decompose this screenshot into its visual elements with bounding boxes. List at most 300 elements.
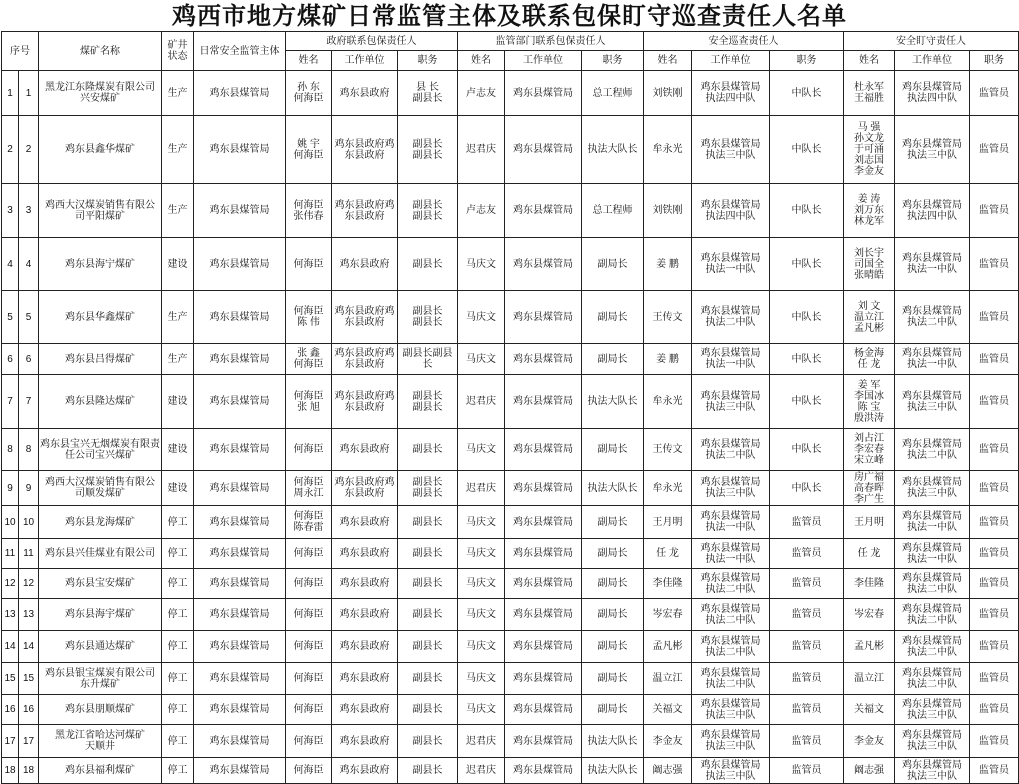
dept-name-cell: 马庆文 [458, 344, 505, 375]
patrol-position-cell: 监管员 [770, 631, 844, 663]
watch-position-cell: 监管员 [970, 758, 1019, 784]
gov-position-cell: 副县长 [398, 238, 458, 291]
patrol-name-cell: 刘铁刚 [644, 184, 692, 238]
gov-name-cell: 何海臣 [286, 631, 332, 663]
document-title: 鸡西市地方煤矿日常监管主体及联系包保盯守巡查责任人名单 [172, 1, 847, 30]
supervisor-cell: 鸡东县煤管局 [194, 663, 286, 695]
gov-name-cell: 何海臣 [286, 663, 332, 695]
watch-position-cell: 监管员 [970, 506, 1019, 539]
row-number-cell: 6 [2, 344, 19, 375]
watch-position-cell: 监管员 [970, 71, 1019, 116]
table-row [2, 569, 1019, 599]
patrol-unit-cell: 鸡东县煤管局 执法三中队 [692, 375, 770, 429]
supervisor-cell: 鸡东县煤管局 [194, 471, 286, 506]
patrol-unit-cell: 鸡东县煤管局 执法四中队 [692, 184, 770, 238]
serial-cell: 4 [19, 238, 39, 291]
mine-status-cell: 生产 [162, 116, 194, 184]
watch-unit-cell: 鸡东县煤管局 执法二中队 [895, 631, 970, 663]
watch-name-cell: 阚志强 [844, 758, 895, 784]
supervisor-cell: 鸡东县煤管局 [194, 599, 286, 631]
gov-position-cell: 副县长 [398, 539, 458, 569]
dept-unit-cell: 鸡东县煤管局 [505, 471, 582, 506]
watch-position-cell: 监管员 [970, 725, 1019, 758]
gov-name-cell: 张 鑫 何海臣 [286, 344, 332, 375]
watch-unit-cell: 鸡东县煤管局 执法二中队 [895, 291, 970, 344]
watch-unit-cell: 鸡东县煤管局 执法三中队 [895, 471, 970, 506]
dept-unit-cell: 鸡东县煤管局 [505, 631, 582, 663]
mine-status-cell: 停工 [162, 695, 194, 725]
dept-unit-cell: 鸡东县煤管局 [505, 344, 582, 375]
mine-status-cell: 停工 [162, 758, 194, 784]
gov-unit-cell: 鸡东县政府 [332, 539, 398, 569]
dept-name-cell: 马庆文 [458, 631, 505, 663]
supervisor-cell: 鸡东县煤管局 [194, 758, 286, 784]
mine-status-cell: 生产 [162, 184, 194, 238]
serial-cell: 14 [19, 631, 39, 663]
patrol-name-cell: 姜 鹏 [644, 238, 692, 291]
subheader-dept-name: 姓名 [458, 51, 505, 71]
watch-name-cell: 李佳隆 [844, 569, 895, 599]
watch-unit-cell: 鸡东县煤管局 执法三中队 [895, 375, 970, 429]
patrol-unit-cell: 鸡东县煤管局 执法一中队 [692, 539, 770, 569]
dept-name-cell: 马庆文 [458, 291, 505, 344]
gov-unit-cell: 鸡东县政府 [332, 569, 398, 599]
gov-name-cell: 何海臣 [286, 599, 332, 631]
patrol-unit-cell: 鸡东县煤管局 执法三中队 [692, 471, 770, 506]
row-number-cell: 16 [2, 695, 19, 725]
mine-name-cell: 黑龙江省哈达河煤矿 天顺井 [39, 725, 162, 758]
mine-name-cell: 鸡东县银宝煤炭有限公司 东升煤矿 [39, 663, 162, 695]
watch-position-cell: 监管员 [970, 663, 1019, 695]
serial-cell: 17 [19, 725, 39, 758]
supervisor-cell: 鸡东县煤管局 [194, 71, 286, 116]
dept-name-cell: 马庆文 [458, 599, 505, 631]
gov-position-cell: 副县长副县 长 [398, 344, 458, 375]
supervisor-cell: 鸡东县煤管局 [194, 291, 286, 344]
dept-position-cell: 总工程师 [582, 71, 644, 116]
watch-position-cell: 监管员 [970, 695, 1019, 725]
table-row [2, 116, 1019, 184]
gov-unit-cell: 鸡东县政府 [332, 758, 398, 784]
table-row [2, 599, 1019, 631]
header-serial: 序号 [2, 32, 39, 71]
dept-position-cell: 副局长 [582, 599, 644, 631]
patrol-unit-cell: 鸡东县煤管局 执法二中队 [692, 429, 770, 471]
gov-unit-cell: 鸡东县政府 [332, 631, 398, 663]
row-number-cell: 18 [2, 758, 19, 784]
watch-name-cell: 杜永军 王福胜 [844, 71, 895, 116]
dept-name-cell: 马庆文 [458, 429, 505, 471]
subheader-patrol-position: 职务 [770, 51, 844, 71]
watch-position-cell: 监管员 [970, 375, 1019, 429]
row-number-cell: 2 [2, 116, 19, 184]
dept-unit-cell: 鸡东县煤管局 [505, 429, 582, 471]
serial-cell: 5 [19, 291, 39, 344]
watch-name-cell: 姜 涛 刘万东 林龙军 [844, 184, 895, 238]
header-group-dept: 监管部门联系包保责任人 [458, 32, 644, 51]
gov-position-cell: 副县长 [398, 663, 458, 695]
watch-position-cell: 监管员 [970, 599, 1019, 631]
dept-name-cell: 卢志友 [458, 184, 505, 238]
dept-name-cell: 迟君庆 [458, 116, 505, 184]
row-number-cell: 3 [2, 184, 19, 238]
watch-name-cell: 李金友 [844, 725, 895, 758]
table-row [2, 539, 1019, 569]
supervisor-cell: 鸡东县煤管局 [194, 184, 286, 238]
row-number-cell: 12 [2, 569, 19, 599]
dept-name-cell: 迟君庆 [458, 725, 505, 758]
gov-position-cell: 副县长 [398, 631, 458, 663]
header-mine-status: 矿井 状态 [162, 32, 194, 71]
table-row [2, 375, 1019, 429]
gov-name-cell: 何海臣 陈 伟 [286, 291, 332, 344]
gov-unit-cell: 鸡东县政府 [332, 663, 398, 695]
mine-name-cell: 鸡西大汉煤炭销售有限公 司平阳煤矿 [39, 184, 162, 238]
mine-status-cell: 建设 [162, 471, 194, 506]
subheader-watch-unit: 工作单位 [895, 51, 970, 71]
watch-name-cell: 杨金海 任 龙 [844, 344, 895, 375]
patrol-name-cell: 王月明 [644, 506, 692, 539]
serial-cell: 15 [19, 663, 39, 695]
patrol-position-cell: 中队长 [770, 429, 844, 471]
patrol-position-cell: 中队长 [770, 184, 844, 238]
patrol-position-cell: 监管员 [770, 725, 844, 758]
dept-unit-cell: 鸡东县煤管局 [505, 695, 582, 725]
mine-status-cell: 生产 [162, 344, 194, 375]
patrol-position-cell: 监管员 [770, 758, 844, 784]
gov-unit-cell: 鸡东县政府 [332, 238, 398, 291]
dept-position-cell: 副局长 [582, 429, 644, 471]
gov-position-cell: 副县长 [398, 599, 458, 631]
supervisor-cell: 鸡东县煤管局 [194, 116, 286, 184]
table-row [2, 184, 1019, 238]
mine-name-cell: 鸡东县龙海煤矿 [39, 506, 162, 539]
watch-unit-cell: 鸡东县煤管局 执法三中队 [895, 725, 970, 758]
mine-name-cell: 鸡东县华鑫煤矿 [39, 291, 162, 344]
table-row [2, 71, 1019, 116]
gov-unit-cell: 鸡东县政府 [332, 599, 398, 631]
dept-position-cell: 执法大队长 [582, 471, 644, 506]
row-number-cell: 9 [2, 471, 19, 506]
watch-unit-cell: 鸡东县煤管局 执法一中队 [895, 539, 970, 569]
gov-position-cell: 副县长 [398, 429, 458, 471]
header-row-groups [2, 32, 1019, 51]
mine-name-cell: 鸡东县宝兴无烟煤炭有限责 任公司宝兴煤矿 [39, 429, 162, 471]
dept-position-cell: 副局长 [582, 663, 644, 695]
dept-position-cell: 副局长 [582, 506, 644, 539]
serial-cell: 11 [19, 539, 39, 569]
row-number-cell: 15 [2, 663, 19, 695]
dept-name-cell: 马庆文 [458, 506, 505, 539]
watch-position-cell: 监管员 [970, 291, 1019, 344]
watch-position-cell: 监管员 [970, 238, 1019, 291]
serial-cell: 18 [19, 758, 39, 784]
dept-unit-cell: 鸡东县煤管局 [505, 116, 582, 184]
patrol-position-cell: 中队长 [770, 375, 844, 429]
dept-name-cell: 卢志友 [458, 71, 505, 116]
dept-unit-cell: 鸡东县煤管局 [505, 238, 582, 291]
table-row [2, 238, 1019, 291]
watch-unit-cell: 鸡东县煤管局 执法二中队 [895, 429, 970, 471]
gov-position-cell: 副县长 副县长 [398, 375, 458, 429]
watch-name-cell: 刘占江 李宏春 宋立峰 [844, 429, 895, 471]
row-number-cell: 7 [2, 375, 19, 429]
gov-name-cell: 何海臣 [286, 725, 332, 758]
patrol-name-cell: 王传文 [644, 429, 692, 471]
dept-unit-cell: 鸡东县煤管局 [505, 375, 582, 429]
dept-name-cell: 马庆文 [458, 238, 505, 291]
dept-position-cell: 副局长 [582, 539, 644, 569]
table-row [2, 344, 1019, 375]
supervisor-cell: 鸡东县煤管局 [194, 725, 286, 758]
patrol-position-cell: 中队长 [770, 344, 844, 375]
watch-unit-cell: 鸡东县煤管局 执法二中队 [895, 663, 970, 695]
dept-unit-cell: 鸡东县煤管局 [505, 71, 582, 116]
serial-cell: 7 [19, 375, 39, 429]
patrol-name-cell: 牟永光 [644, 116, 692, 184]
mine-status-cell: 停工 [162, 569, 194, 599]
dept-position-cell: 执法大队长 [582, 375, 644, 429]
patrol-name-cell: 岑宏春 [644, 599, 692, 631]
gov-position-cell: 副县长 [398, 695, 458, 725]
row-number-cell: 8 [2, 429, 19, 471]
dept-unit-cell: 鸡东县煤管局 [505, 663, 582, 695]
subheader-gov-unit: 工作单位 [332, 51, 398, 71]
table-row [2, 429, 1019, 471]
gov-name-cell: 何海臣 [286, 539, 332, 569]
watch-name-cell: 马 强 孙文龙 于可涌 刘志国 李金友 [844, 116, 895, 184]
gov-name-cell: 何海臣 [286, 758, 332, 784]
mine-name-cell: 鸡东县海宁煤矿 [39, 238, 162, 291]
gov-unit-cell: 鸡东县政府鸡 东县政府 [332, 291, 398, 344]
watch-position-cell: 监管员 [970, 116, 1019, 184]
gov-name-cell: 何海臣 [286, 569, 332, 599]
patrol-position-cell: 监管员 [770, 695, 844, 725]
serial-cell: 13 [19, 599, 39, 631]
patrol-name-cell: 姜 鹏 [644, 344, 692, 375]
mine-status-cell: 生产 [162, 71, 194, 116]
watch-name-cell: 刘长宇 司国全 张晴皓 [844, 238, 895, 291]
dept-name-cell: 马庆文 [458, 695, 505, 725]
mine-name-cell: 鸡东县吕得煤矿 [39, 344, 162, 375]
table-body [2, 71, 1019, 784]
patrol-position-cell: 中队长 [770, 471, 844, 506]
patrol-name-cell: 任 龙 [644, 539, 692, 569]
gov-name-cell: 何海臣 张 旭 [286, 375, 332, 429]
table-row [2, 725, 1019, 758]
serial-cell: 2 [19, 116, 39, 184]
dept-name-cell: 马庆文 [458, 569, 505, 599]
table-row [2, 695, 1019, 725]
dept-unit-cell: 鸡东县煤管局 [505, 725, 582, 758]
row-number-cell: 17 [2, 725, 19, 758]
supervisor-cell: 鸡东县煤管局 [194, 375, 286, 429]
watch-position-cell: 监管员 [970, 184, 1019, 238]
gov-position-cell: 副县长 [398, 506, 458, 539]
patrol-unit-cell: 鸡东县煤管局 执法三中队 [692, 758, 770, 784]
patrol-unit-cell: 鸡东县煤管局 执法四中队 [692, 71, 770, 116]
watch-unit-cell: 鸡东县煤管局 执法一中队 [895, 238, 970, 291]
gov-unit-cell: 鸡东县政府 [332, 506, 398, 539]
watch-name-cell: 温立江 [844, 663, 895, 695]
dept-unit-cell: 鸡东县煤管局 [505, 569, 582, 599]
gov-position-cell: 副县长 副县长 [398, 291, 458, 344]
mine-name-cell: 鸡东县鑫华煤矿 [39, 116, 162, 184]
watch-name-cell: 房广福 高春晖 李广生 [844, 471, 895, 506]
patrol-unit-cell: 鸡东县煤管局 执法二中队 [692, 291, 770, 344]
gov-unit-cell: 鸡东县政府 [332, 71, 398, 116]
gov-unit-cell: 鸡东县政府鸡 东县政府 [332, 375, 398, 429]
mine-status-cell: 建设 [162, 375, 194, 429]
dept-unit-cell: 鸡东县煤管局 [505, 539, 582, 569]
gov-position-cell: 副县长 副县长 [398, 184, 458, 238]
supervisor-cell: 鸡东县煤管局 [194, 539, 286, 569]
table-row [2, 631, 1019, 663]
row-number-cell: 4 [2, 238, 19, 291]
subheader-gov-position: 职务 [398, 51, 458, 71]
watch-unit-cell: 鸡东县煤管局 执法二中队 [895, 599, 970, 631]
dept-name-cell: 马庆文 [458, 539, 505, 569]
patrol-unit-cell: 鸡东县煤管局 执法二中队 [692, 599, 770, 631]
table-row [2, 758, 1019, 784]
dept-position-cell: 副局长 [582, 631, 644, 663]
patrol-unit-cell: 鸡东县煤管局 执法一中队 [692, 506, 770, 539]
row-number-cell: 10 [2, 506, 19, 539]
dept-position-cell: 执法大队长 [582, 758, 644, 784]
gov-position-cell: 县 长 副县长 [398, 71, 458, 116]
mine-status-cell: 停工 [162, 599, 194, 631]
dept-unit-cell: 鸡东县煤管局 [505, 599, 582, 631]
header-group-watch: 安全盯守责任人 [844, 32, 1019, 51]
gov-unit-cell: 鸡东县政府 [332, 725, 398, 758]
patrol-unit-cell: 鸡东县煤管局 执法二中队 [692, 569, 770, 599]
patrol-name-cell: 阚志强 [644, 758, 692, 784]
gov-name-cell: 姚 宇 何海臣 [286, 116, 332, 184]
dept-position-cell: 副局长 [582, 695, 644, 725]
patrol-name-cell: 关福文 [644, 695, 692, 725]
dept-name-cell: 迟君庆 [458, 375, 505, 429]
watch-name-cell: 孟凡彬 [844, 631, 895, 663]
dept-unit-cell: 鸡东县煤管局 [505, 506, 582, 539]
mine-name-cell: 鸡东县朋顺煤矿 [39, 695, 162, 725]
mine-status-cell: 停工 [162, 725, 194, 758]
watch-unit-cell: 鸡东县煤管局 执法三中队 [895, 116, 970, 184]
mine-name-cell: 鸡西大汉煤炭销售有限公 司顺发煤矿 [39, 471, 162, 506]
mine-status-cell: 停工 [162, 631, 194, 663]
patrol-name-cell: 牟永光 [644, 375, 692, 429]
mine-status-cell: 建设 [162, 429, 194, 471]
watch-unit-cell: 鸡东县煤管局 执法二中队 [895, 569, 970, 599]
watch-name-cell: 关福文 [844, 695, 895, 725]
watch-position-cell: 监管员 [970, 471, 1019, 506]
patrol-position-cell: 监管员 [770, 663, 844, 695]
dept-position-cell: 副局长 [582, 569, 644, 599]
patrol-name-cell: 刘铁刚 [644, 71, 692, 116]
watch-position-cell: 监管员 [970, 429, 1019, 471]
row-number-cell: 14 [2, 631, 19, 663]
dept-position-cell: 副局长 [582, 291, 644, 344]
patrol-name-cell: 李佳隆 [644, 569, 692, 599]
patrol-name-cell: 孟凡彬 [644, 631, 692, 663]
gov-unit-cell: 鸡东县政府鸡 东县政府 [332, 184, 398, 238]
table-row [2, 506, 1019, 539]
mine-status-cell: 停工 [162, 506, 194, 539]
supervisor-cell: 鸡东县煤管局 [194, 506, 286, 539]
patrol-unit-cell: 鸡东县煤管局 执法二中队 [692, 663, 770, 695]
table-header [2, 32, 1019, 71]
watch-unit-cell: 鸡东县煤管局 执法四中队 [895, 184, 970, 238]
gov-name-cell: 何海臣 [286, 695, 332, 725]
gov-position-cell: 副县长 [398, 569, 458, 599]
supervisor-cell: 鸡东县煤管局 [194, 429, 286, 471]
watch-unit-cell: 鸡东县煤管局 执法三中队 [895, 758, 970, 784]
gov-name-cell: 何海臣 陈春雷 [286, 506, 332, 539]
patrol-position-cell: 中队长 [770, 291, 844, 344]
mine-status-cell: 停工 [162, 539, 194, 569]
table-row [2, 291, 1019, 344]
dept-unit-cell: 鸡东县煤管局 [505, 291, 582, 344]
mine-name-cell: 鸡东县通达煤矿 [39, 631, 162, 663]
gov-unit-cell: 鸡东县政府鸡 东县政府 [332, 116, 398, 184]
gov-name-cell: 何海臣 周永江 [286, 471, 332, 506]
table-row [2, 663, 1019, 695]
supervisor-cell: 鸡东县煤管局 [194, 569, 286, 599]
patrol-name-cell: 李金友 [644, 725, 692, 758]
serial-cell: 16 [19, 695, 39, 725]
patrol-position-cell: 监管员 [770, 599, 844, 631]
gov-unit-cell: 鸡东县政府 [332, 429, 398, 471]
header-group-patrol: 安全巡查责任人 [644, 32, 844, 51]
gov-position-cell: 副县长 [398, 725, 458, 758]
gov-unit-cell: 鸡东县政府鸡 东县政府 [332, 471, 398, 506]
patrol-unit-cell: 鸡东县煤管局 执法三中队 [692, 725, 770, 758]
mine-status-cell: 停工 [162, 663, 194, 695]
row-number-cell: 11 [2, 539, 19, 569]
serial-cell: 6 [19, 344, 39, 375]
mine-name-cell: 鸡东县兴佳煤业有限公司 [39, 539, 162, 569]
responsibility-table [1, 31, 1019, 784]
watch-position-cell: 监管员 [970, 344, 1019, 375]
patrol-position-cell: 中队长 [770, 116, 844, 184]
supervisor-cell: 鸡东县煤管局 [194, 238, 286, 291]
subheader-gov-name: 姓名 [286, 51, 332, 71]
serial-cell: 12 [19, 569, 39, 599]
dept-position-cell: 副局长 [582, 344, 644, 375]
watch-position-cell: 监管员 [970, 631, 1019, 663]
gov-position-cell: 副县长 副县长 [398, 116, 458, 184]
gov-name-cell: 孙 东 何海臣 [286, 71, 332, 116]
watch-name-cell: 任 龙 [844, 539, 895, 569]
patrol-unit-cell: 鸡东县煤管局 执法三中队 [692, 116, 770, 184]
subheader-dept-unit: 工作单位 [505, 51, 582, 71]
gov-name-cell: 何海臣 张伟春 [286, 184, 332, 238]
table-row [2, 471, 1019, 506]
mine-status-cell: 建设 [162, 238, 194, 291]
patrol-name-cell: 牟永光 [644, 471, 692, 506]
watch-name-cell: 刘 文 温立江 孟凡彬 [844, 291, 895, 344]
watch-name-cell: 岑宏春 [844, 599, 895, 631]
patrol-position-cell: 中队长 [770, 238, 844, 291]
dept-name-cell: 迟君庆 [458, 471, 505, 506]
watch-unit-cell: 鸡东县煤管局 执法三中队 [895, 695, 970, 725]
subheader-patrol-name: 姓名 [644, 51, 692, 71]
serial-cell: 10 [19, 506, 39, 539]
patrol-unit-cell: 鸡东县煤管局 执法一中队 [692, 238, 770, 291]
mine-name-cell: 黑龙江东隆煤炭有限公司 兴安煤矿 [39, 71, 162, 116]
patrol-unit-cell: 鸡东县煤管局 执法三中队 [692, 695, 770, 725]
patrol-position-cell: 监管员 [770, 539, 844, 569]
patrol-position-cell: 监管员 [770, 569, 844, 599]
